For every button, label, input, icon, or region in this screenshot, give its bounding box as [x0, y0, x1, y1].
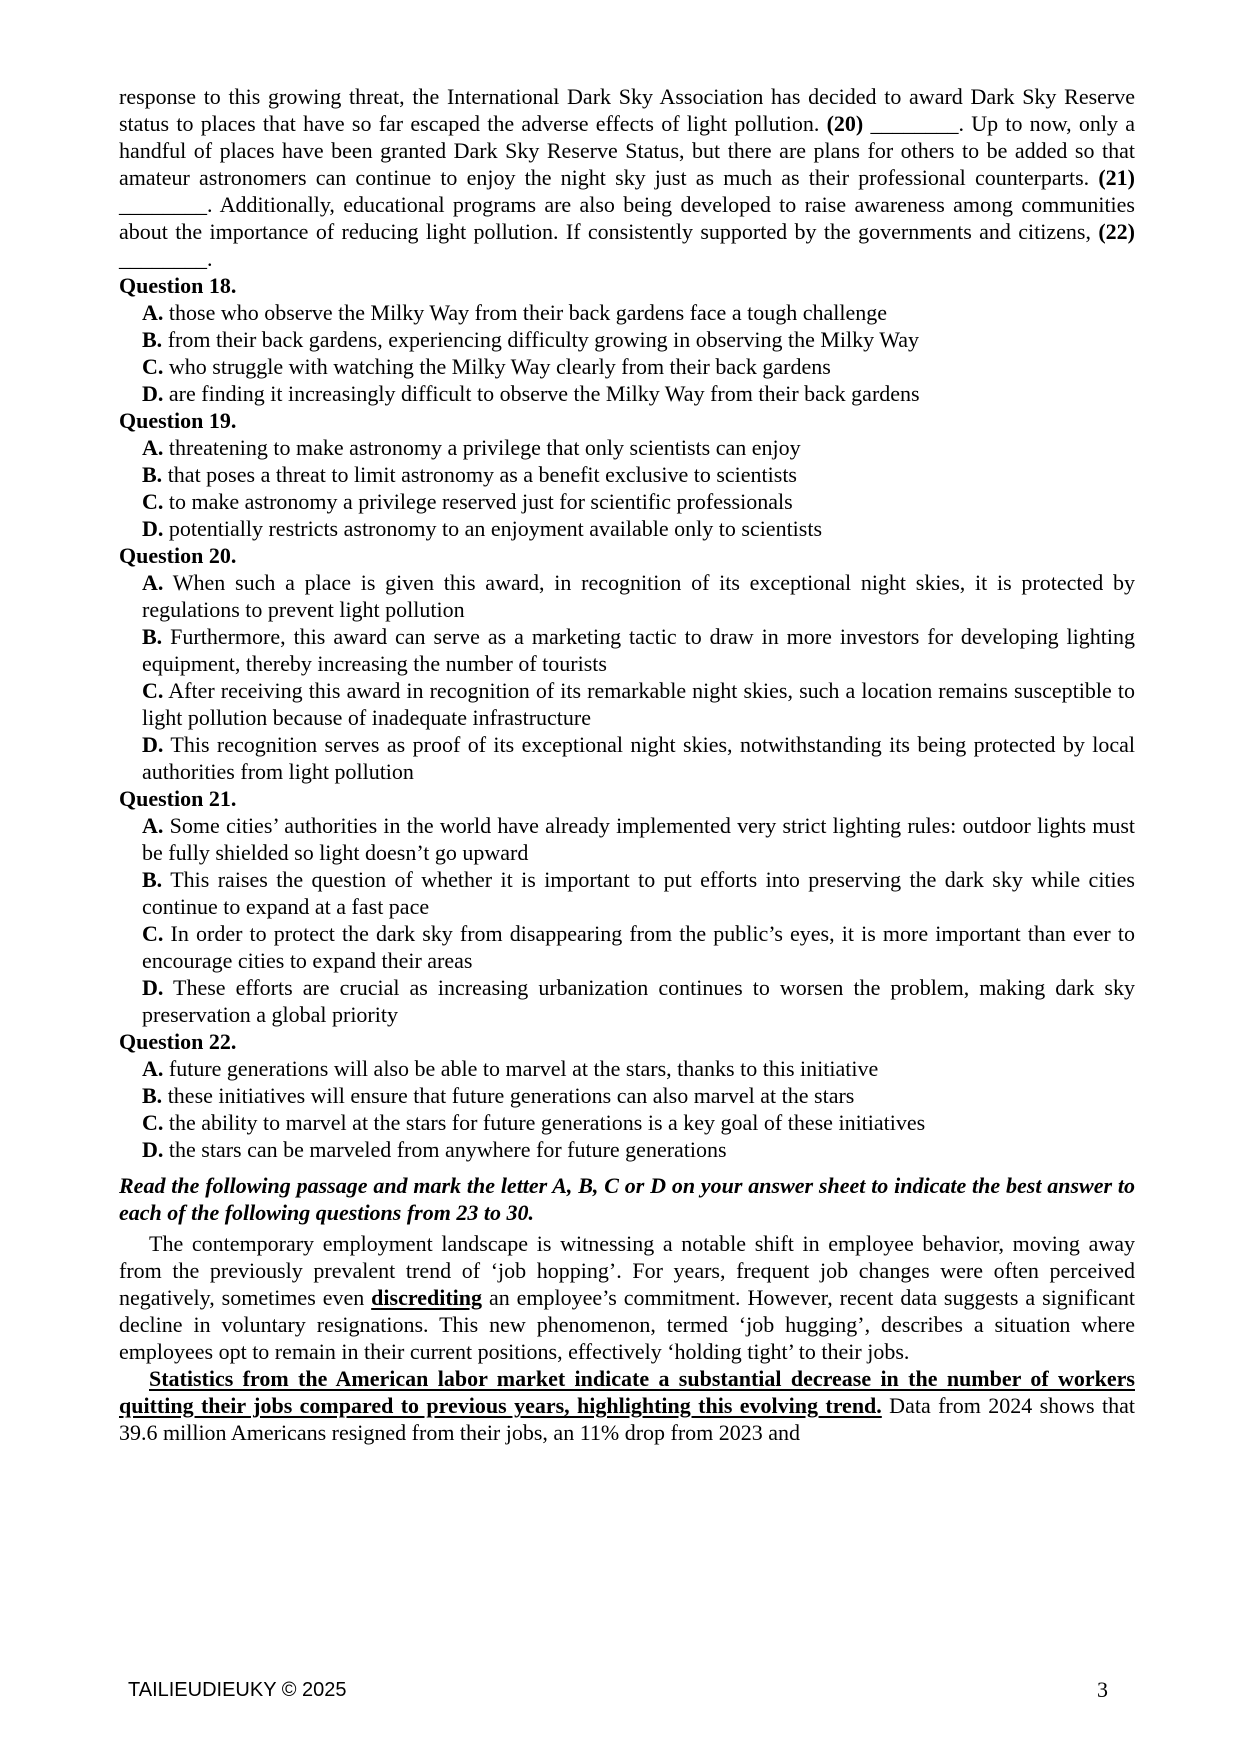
question-21-option-b: [119, 866, 1135, 920]
option-letter: B.: [142, 867, 163, 892]
blank-21-number: (21): [1098, 165, 1135, 190]
option-text: This recognition serves as proof of its exceptional night skies, notwithstanding its being protected by local authorities from light pollution: [142, 732, 1136, 784]
question-20-option-a: [119, 569, 1135, 623]
question-19-option-a: [119, 434, 1135, 461]
option-letter: C.: [142, 678, 164, 703]
option-letter: D.: [142, 381, 164, 406]
option-text: threatening to make astronomy a privilege that only scientists can enjoy: [168, 435, 801, 460]
intro-text-1: response to this growing threat, the International Dark Sky Association has decided to award Dark Sky Reserve status to places that have so far escaped the adverse effects of light pollution.: [119, 84, 1135, 136]
question-22-option-c: [119, 1109, 1135, 1136]
question-20-option-b: [119, 623, 1135, 677]
question-21-label: Question 21.: [119, 786, 237, 811]
reading-instruction: Read the following passage and mark the letter A, B, C or D on your answer sheet to indicate the best answer to each of the following questions from 23 to 30.: [119, 1173, 1135, 1225]
option-letter: A.: [142, 570, 164, 595]
highlighted-sentence: Statistics from the American labor market indicate a substantial decrease in the number of workers quitting their jobs compared to previous years, highlighting this evolving trend.: [119, 1366, 1135, 1418]
question-18-option-b: [119, 326, 1135, 353]
question-22-option-a: [119, 1055, 1135, 1082]
option-text: are finding it increasingly difficult to observe the Milky Way from their back gardens: [168, 381, 920, 406]
question-21-option-c: [119, 920, 1135, 974]
question-19-option-b: [119, 461, 1135, 488]
option-text: When such a place is given this award, in recognition of its exceptional night skies, it is protected by regulations to prevent light pollution: [142, 570, 1136, 622]
blank-20-number: (20): [826, 111, 864, 136]
question-22-block: [119, 1028, 1135, 1163]
option-letter: A.: [142, 1056, 164, 1081]
question-18-option-d: [119, 380, 1135, 407]
option-text: Furthermore, this award can serve as a marketing tactic to draw in more investors for developing lighting equipment, thereby increasing the number of tourists: [142, 624, 1136, 676]
question-18-option-c: [119, 353, 1135, 380]
passage-1-text-pre: The contemporary employment landscape is witnessing a notable shift in employee behavior, moving away from the previously prevalent trend of ‘job hopping’. For years, frequent job changes were often perceived negatively, sometimes even: [119, 1231, 1135, 1310]
option-text: After receiving this award in recognition of its remarkable night skies, such a location remains susceptible to light pollution because of inadequate infrastructure: [142, 678, 1135, 730]
option-text: who struggle with watching the Milky Way clearly from their back gardens: [168, 354, 831, 379]
question-18-label: Question 18.: [119, 273, 237, 298]
question-18-block: [119, 272, 1135, 407]
document-body: [119, 83, 1135, 1446]
option-letter: C.: [142, 489, 164, 514]
question-20-option-c: [119, 677, 1135, 731]
option-text: This raises the question of whether it is important to put efforts into preserving the dark sky while cities continue to expand at a fast pace: [142, 867, 1135, 919]
question-19-option-c: [119, 488, 1135, 515]
question-20-label: Question 20.: [119, 543, 237, 568]
option-text: to make astronomy a privilege reserved just for scientific professionals: [168, 489, 793, 514]
option-letter: B.: [142, 327, 163, 352]
option-letter: C.: [142, 1110, 164, 1135]
option-text: the ability to marvel at the stars for future generations is a key goal of these initiatives: [168, 1110, 926, 1135]
option-letter: C.: [142, 921, 164, 946]
option-letter: B.: [142, 1083, 163, 1108]
intro-text-3: ________. Additionally, educational programs are also being developed to raise awareness among communities about the importance of reducing light pollution. If consistently supported by the governments and citizens,: [119, 192, 1135, 244]
passage-paragraph-2: [119, 1365, 1135, 1446]
intro-text-2: ________. Up to now, only a handful of places have been granted Dark Sky Reserve Status, but there are plans for others to be added so that amateur astronomers can continue to enjoy the night sky just as much as their professional counterparts.: [119, 111, 1135, 190]
option-letter: A.: [142, 300, 164, 325]
option-letter: A.: [142, 813, 164, 838]
option-letter: B.: [142, 462, 163, 487]
intro-text-4: ________.: [119, 246, 213, 271]
question-22-option-d: [119, 1136, 1135, 1163]
option-text: future generations will also be able to marvel at the stars, thanks to this initiative: [168, 1056, 879, 1081]
passage-2-text-rest: Data from 2024 shows that 39.6 million Americans resigned from their jobs, an 11% drop from 2023 and: [119, 1393, 1135, 1445]
footer-brand: TAILIEUDIEUKY © 2025: [128, 1679, 347, 1701]
question-21-option-d: [119, 974, 1135, 1028]
question-18-option-a: [119, 299, 1135, 326]
question-22-label: Question 22.: [119, 1029, 237, 1054]
option-text: the stars can be marveled from anywhere for future generations: [168, 1137, 727, 1162]
option-text: In order to protect the dark sky from disappearing from the public’s eyes, it is more important than ever to encourage cities to expand their areas: [142, 921, 1135, 973]
option-text: Some cities’ authorities in the world have already implemented very strict lighting rules: outdoor lights must be fully shielded so light doesn’t go upward: [142, 813, 1136, 865]
question-19-option-d: [119, 515, 1135, 542]
option-text: potentially restricts astronomy to an enjoyment available only to scientists: [168, 516, 823, 541]
option-letter: D.: [142, 516, 164, 541]
highlighted-word-discrediting: discrediting: [371, 1285, 482, 1310]
page-number: 3: [1097, 1677, 1108, 1702]
option-letter: A.: [142, 435, 164, 460]
option-letter: D.: [142, 732, 164, 757]
option-letter: D.: [142, 975, 164, 1000]
question-20-option-d: [119, 731, 1135, 785]
passage-paragraph-1: [119, 1230, 1135, 1365]
option-letter: B.: [142, 624, 163, 649]
question-19-label: Question 19.: [119, 408, 237, 433]
option-text: that poses a threat to limit astronomy as a benefit exclusive to scientists: [167, 462, 797, 487]
option-text: these initiatives will ensure that future generations can also marvel at the stars: [167, 1083, 855, 1108]
question-22-option-b: [119, 1082, 1135, 1109]
option-text: those who observe the Milky Way from their back gardens face a tough challenge: [168, 300, 887, 325]
blank-22-number: (22): [1098, 219, 1135, 244]
option-letter: C.: [142, 354, 164, 379]
question-21-block: [119, 785, 1135, 1028]
option-letter: D.: [142, 1137, 164, 1162]
option-text: These efforts are crucial as increasing urbanization continues to worsen the problem, making dark sky preservation a global priority: [142, 975, 1135, 1027]
passage-1-text-post: an employee’s commitment. However, recent data suggests a significant decline in voluntary resignations. This new phenomenon, termed ‘job hugging’, describes a situation where employees opt to remain in their current positions, effectively ‘holding tight’ to their jobs.: [119, 1285, 1135, 1364]
question-20-block: [119, 542, 1135, 785]
question-21-option-a: [119, 812, 1135, 866]
option-text: from their back gardens, experiencing difficulty growing in observing the Milky Way: [167, 327, 920, 352]
intro-paragraph: [119, 83, 1135, 272]
question-19-block: [119, 407, 1135, 542]
